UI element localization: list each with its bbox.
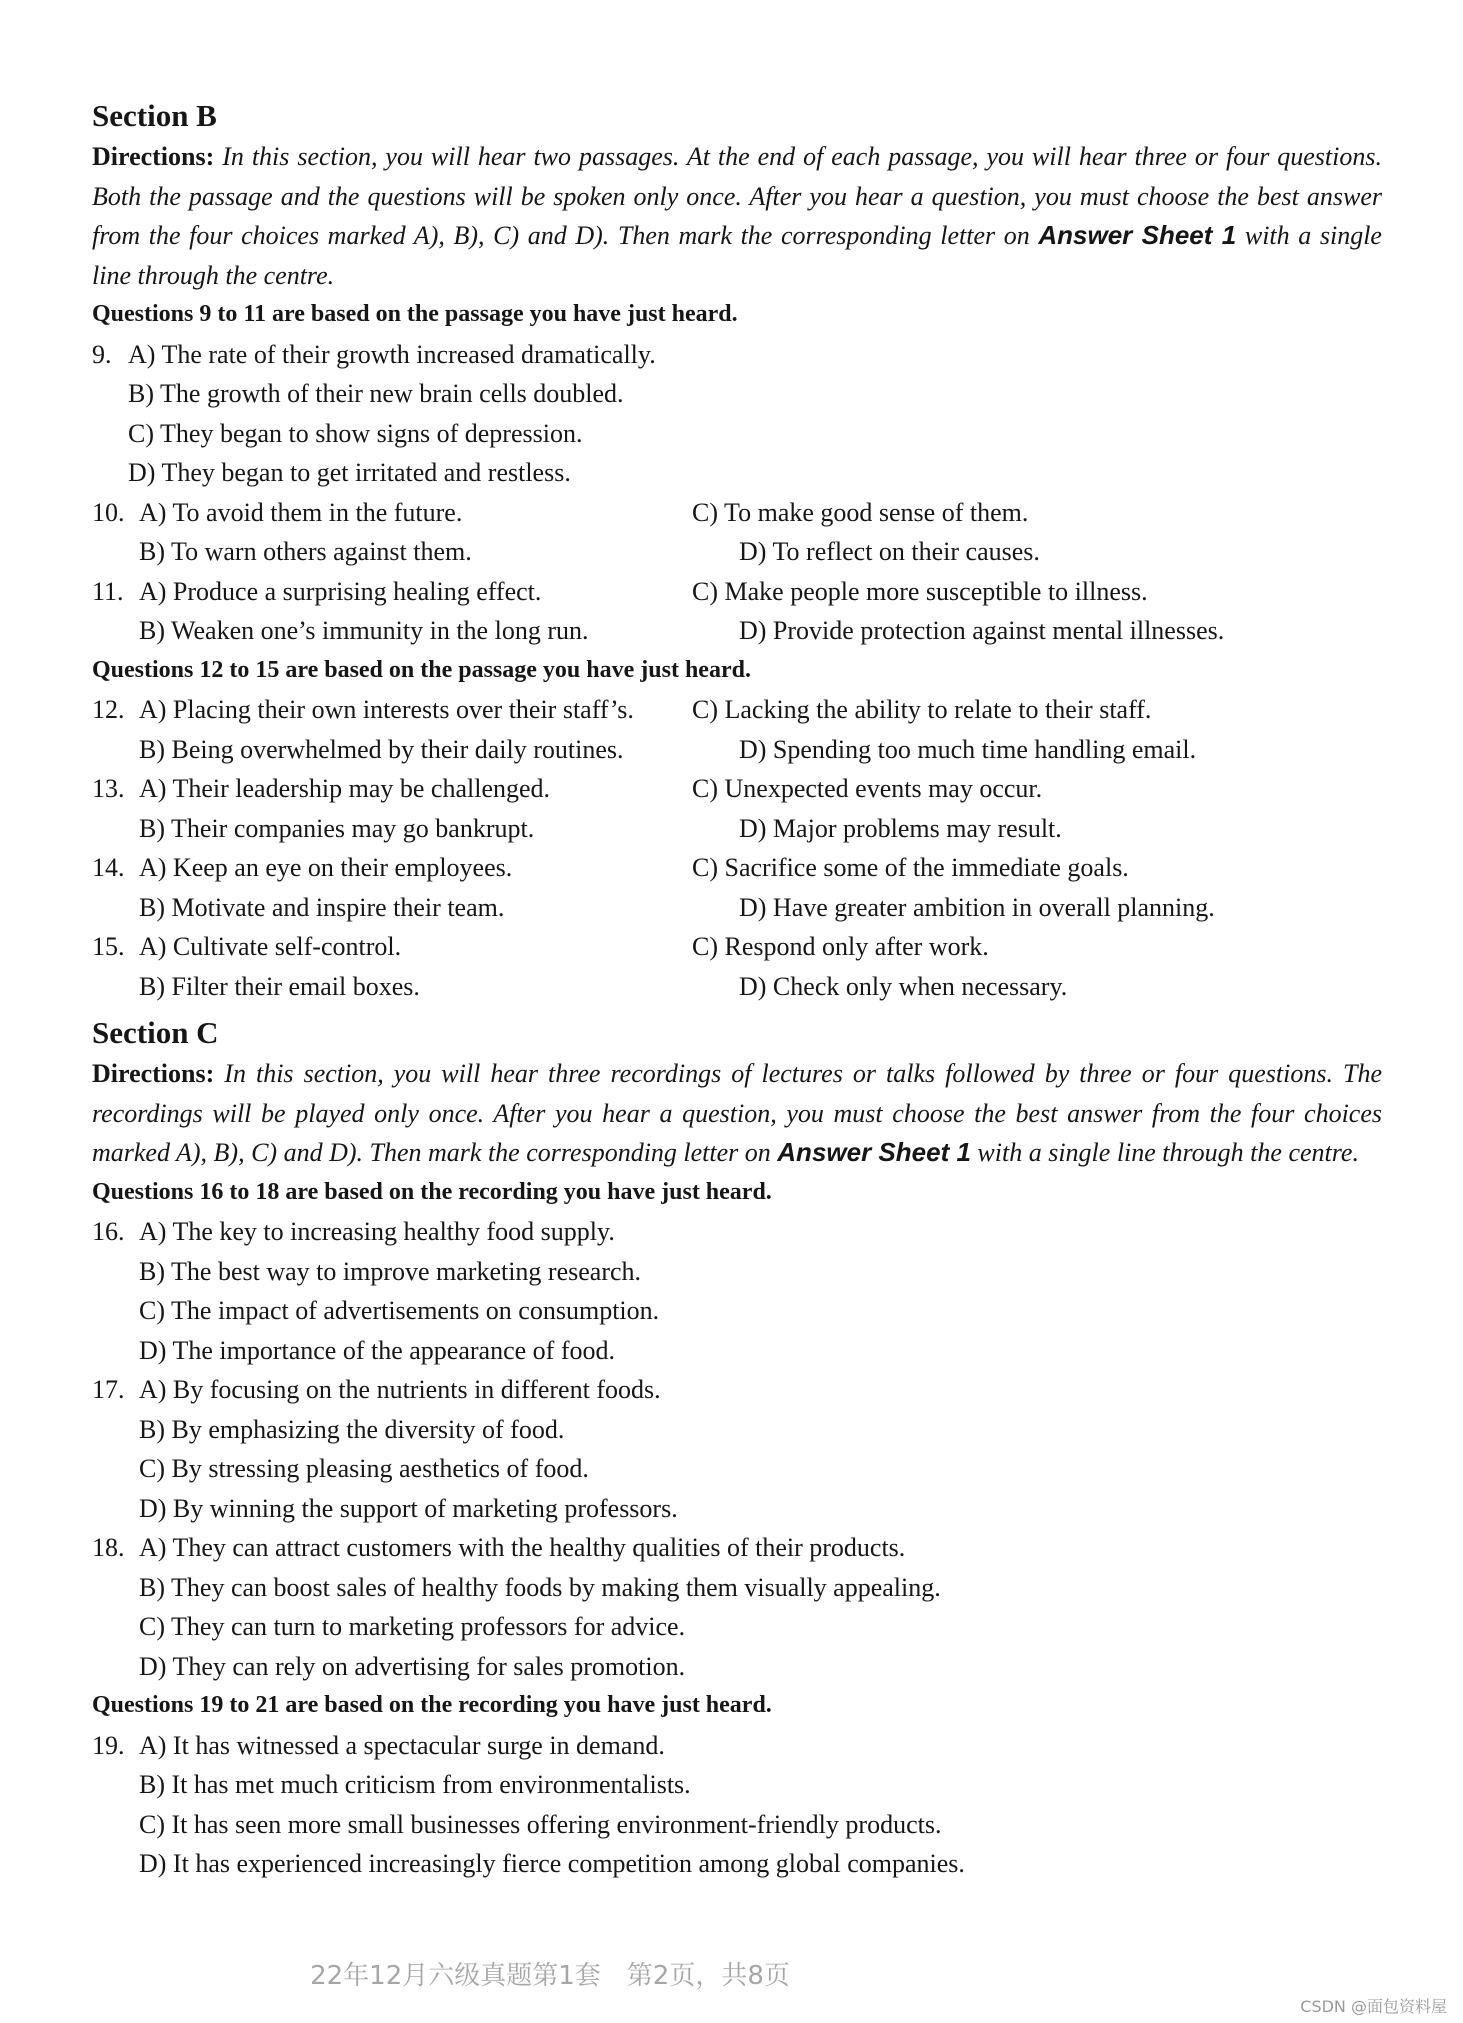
option-a: A) Placing their own interests over their staff’s. — [139, 695, 634, 724]
question-13 — [92, 769, 1382, 848]
directions-text: In this section, you will hear three recordings of lectures or talks followed by three or four questions. The recordings will be played only once. After you hear a question, you must choose the best answer from the four choices marked A), B), C) and D). Then mark the corresponding letter on — [92, 1059, 1382, 1167]
question-15 — [92, 927, 1382, 1006]
option-d: D) Have greater ambition in overall planning. — [739, 892, 1215, 922]
option-c: C) Make people more susceptible to illness. — [692, 576, 1148, 606]
question-number: 16. — [92, 1217, 125, 1246]
option-b: B) The growth of their new brain cells doubled. — [128, 379, 624, 408]
option-c: C) It has seen more small businesses offering environment-friendly products. — [139, 1809, 942, 1839]
option-d: D) Check only when necessary. — [739, 971, 1068, 1001]
option-c: C) Lacking the ability to relate to their staff. — [692, 695, 1152, 724]
directions-text: In this section, you will hear two passages. At the end of each passage, you will hear three or four questions. Both the passage and the questions will be spoken only once. After you hear a question, you must choose the best answer from the four choices marked A), B), C) and D). Then mark the corresponding letter on — [92, 142, 1382, 250]
option-d: D) To reflect on their causes. — [739, 537, 1040, 566]
option-d: D) Major problems may result. — [739, 813, 1062, 843]
option-d: D) By winning the support of marketing professors. — [139, 1493, 678, 1523]
option-b: B) Motivate and inspire their team. — [139, 892, 505, 922]
directions-text-end: with a single line through the centre. — [970, 1138, 1359, 1167]
option-b: B) Their companies may go bankrupt. — [139, 813, 535, 843]
question-9 — [92, 335, 1382, 493]
option-b: B) Being overwhelmed by their daily routines. — [139, 734, 624, 764]
section-b-title: Section B — [92, 98, 217, 133]
option-c: C) They can turn to marketing professors for advice. — [139, 1612, 686, 1641]
answer-sheet-label: Answer Sheet 1 — [777, 1137, 971, 1167]
option-a: A) Produce a surprising healing effect. — [139, 576, 542, 606]
option-d: D) They can rely on advertising for sales promotion. — [139, 1651, 686, 1681]
page-content — [92, 95, 1382, 1884]
option-c: C) To make good sense of them. — [692, 497, 1029, 527]
option-a: A) They can attract customers with the healthy qualities of their products. — [139, 1533, 906, 1562]
option-d: D) Spending too much time handling email. — [739, 734, 1197, 764]
option-a: A) Their leadership may be challenged. — [139, 774, 551, 803]
question-number: 9. — [92, 339, 112, 369]
option-a: A) To avoid them in the future. — [139, 497, 463, 527]
question-10 — [92, 493, 1382, 572]
option-a: A) By focusing on the nutrients in different foods. — [139, 1375, 661, 1404]
question-14 — [92, 848, 1382, 927]
question-number: 15. — [92, 932, 125, 961]
question-group-heading: Questions 12 to 15 are based on the passage you have just heard. — [92, 656, 751, 683]
question-number: 14. — [92, 853, 125, 882]
option-a: A) Cultivate self-control. — [139, 932, 402, 961]
option-c: C) Sacrifice some of the immediate goals. — [692, 853, 1129, 882]
option-c: C) Respond only after work. — [692, 932, 989, 961]
question-number: 19. — [92, 1730, 125, 1760]
option-b: B) Filter their email boxes. — [139, 971, 420, 1001]
question-11 — [92, 572, 1382, 651]
option-b: B) The best way to improve marketing research. — [139, 1256, 642, 1286]
option-a: A) It has witnessed a spectacular surge in demand. — [139, 1730, 665, 1760]
question-group-heading: Questions 16 to 18 are based on the recording you have just heard. — [92, 1178, 772, 1205]
option-c: C) The impact of advertisements on consumption. — [139, 1296, 660, 1325]
option-b: B) To warn others against them. — [139, 537, 472, 566]
question-16 — [92, 1212, 1382, 1370]
option-a: A) The key to increasing healthy food supply. — [139, 1217, 615, 1246]
option-c: C) Unexpected events may occur. — [692, 774, 1043, 803]
directions-text-end: with a single line through the centre. — [92, 221, 1382, 290]
option-c: C) By stressing pleasing aesthetics of food. — [139, 1454, 589, 1483]
option-d: D) The importance of the appearance of food. — [139, 1335, 615, 1365]
question-group-heading: Questions 19 to 21 are based on the recording you have just heard. — [92, 1692, 772, 1718]
option-d: D) They began to get irritated and restless. — [128, 458, 571, 487]
question-19 — [92, 1726, 1382, 1884]
question-number: 10. — [92, 497, 125, 527]
question-number: 17. — [92, 1375, 125, 1404]
section-b-directions — [92, 137, 1382, 295]
question-12 — [92, 690, 1382, 769]
option-b: B) Weaken one’s immunity in the long run. — [139, 616, 589, 645]
answer-sheet-label: Answer Sheet 1 — [1038, 220, 1237, 250]
page-footer: 22年12月六级真题第1套 第2页，共8页 — [310, 1961, 790, 1991]
option-d: D) Provide protection against mental illnesses. — [739, 616, 1225, 645]
question-18 — [92, 1528, 1382, 1686]
option-a: A) Keep an eye on their employees. — [139, 853, 513, 882]
option-a: A) The rate of their growth increased dramatically. — [128, 339, 656, 369]
directions-label: Directions: — [92, 142, 215, 171]
question-number: 11. — [92, 576, 124, 606]
option-b: B) By emphasizing the diversity of food. — [139, 1414, 565, 1444]
section-c-directions — [92, 1054, 1382, 1173]
watermark: CSDN @面包资料屋 — [1300, 1997, 1447, 2016]
option-b: B) It has met much criticism from environmentalists. — [139, 1770, 691, 1799]
option-d: D) It has experienced increasingly fierce competition among global companies. — [139, 1849, 965, 1878]
question-number: 13. — [92, 774, 125, 803]
option-b: B) They can boost sales of healthy foods by making them visually appealing. — [139, 1572, 941, 1602]
question-17 — [92, 1370, 1382, 1528]
question-number: 18. — [92, 1533, 125, 1562]
section-c-title: Section C — [92, 1015, 219, 1050]
option-c: C) They began to show signs of depression. — [128, 418, 583, 448]
question-group-heading: Questions 9 to 11 are based on the passage you have just heard. — [92, 301, 738, 327]
question-number: 12. — [92, 695, 125, 724]
directions-label: Directions: — [92, 1059, 215, 1088]
